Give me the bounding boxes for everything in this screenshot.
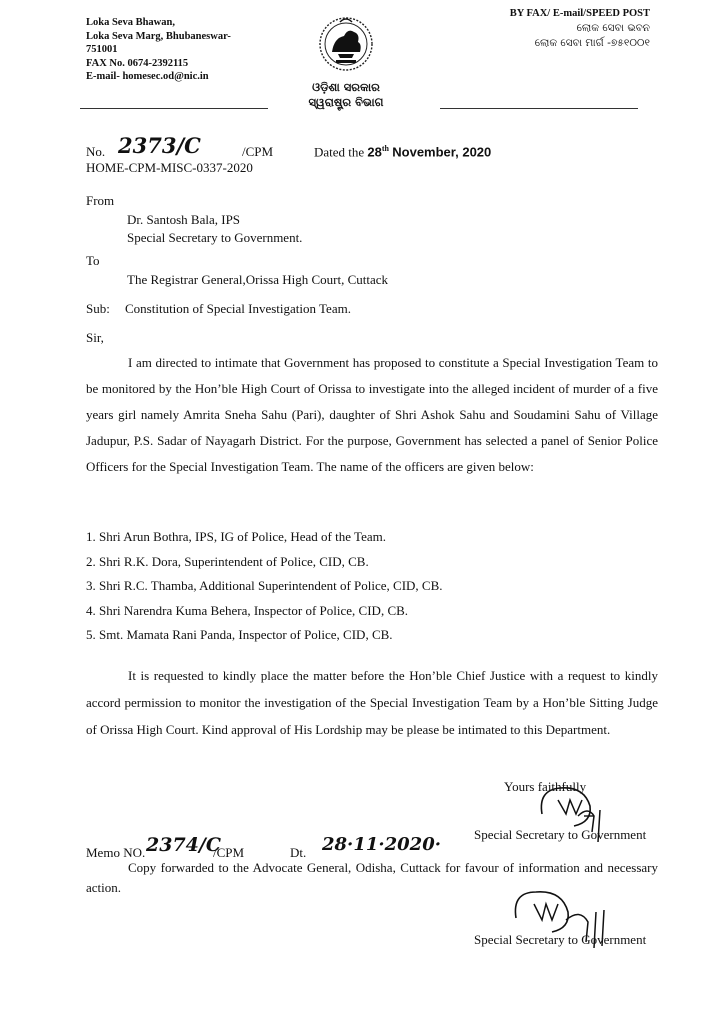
memo-signatory-title: Special Secretary to Government (474, 932, 647, 947)
transmission-mode: BY FAX/ E-mail/SPEED POST (509, 8, 650, 19)
dated-month-year: November, 2020 (392, 144, 492, 160)
subject-label: Sub: (86, 301, 110, 316)
body-paragraph-2: It is requested to kindly place the matter before the Hon’ble Chief Justice with a request to kindly accord permission to monitor the investigation of the Special Investigation Team by a Hon’ble Sitting Judge of Orissa High Court. Kind approval of His Lordship may be please be intimated to this Department. (86, 668, 658, 737)
divider-left (80, 108, 268, 109)
signatory-title: Special Secretary to Government (474, 827, 647, 842)
government-name: ଓଡ଼ିଶା ସରକାର (312, 80, 380, 94)
to-label: To (86, 253, 100, 268)
sender-name: Dr. Santosh Bala, IPS (127, 212, 241, 227)
dated-day: 28 (367, 144, 382, 160)
sender-title: Special Secretary to Government. (127, 230, 303, 245)
odisha-government-emblem-icon (318, 14, 374, 78)
email-address: E-mail- homesec.od@nic.in (86, 71, 209, 82)
memo-date-handwritten: 28·11·2020· (322, 834, 441, 855)
odia-address-line: ଲୋକ ସେବା ଭବନ (576, 22, 650, 34)
dated-prefix: Dated the (314, 144, 365, 160)
memo-date-label: Dt. (290, 845, 307, 860)
letter-number-line (86, 144, 105, 160)
officer-item: 2. Shri R.K. Dora, Superintendent of Police, CID, CB. (86, 553, 369, 569)
closing-text: Yours faithfully (504, 779, 587, 794)
recipient: The Registrar General,Orissa High Court, Cuttack (127, 272, 389, 287)
subject-text: Constitution of Special Investigation Team. (125, 301, 351, 316)
officers-list (86, 525, 443, 648)
odia-address-line: ଲୋକ ସେବା ମାର୍ଗ -୭୫୧୦୦୧ (534, 37, 650, 49)
memo-suffix: /CPM (213, 845, 245, 860)
address-line: Loka Seva Marg, Bhubaneswar- (86, 30, 231, 42)
department-name (300, 80, 392, 110)
salutation: Sir, (86, 330, 104, 345)
department-label: ସ୍ୱରାଷ୍ଟ୍ର ବିଭାଗ (308, 95, 384, 109)
letter-number-suffix: /CPM (242, 144, 274, 159)
officer-item: 1. Shri Arun Bothra, IPS, IG of Police, Head of the Team. (86, 529, 386, 544)
body-paragraph-1: I am directed to intimate that Government has proposed to constitute a Special Investigation Team to be monitored by the Hon’ble High Court of Orissa to investigate into the alleged incident of murder of a five years girl namely Amrita Sneha Sahu (Pari), daughter of Shri Ashok Sahu and Soudamini Sahu of Village Jadupur, P.S. Sadar of Nayagarh District. For the purpose, Government has selected a panel of Senior Police Officers for the Special Investigation Team. The name of the officers are given below: (86, 355, 658, 474)
officer-item: 5. Smt. Mamata Rani Panda, Inspector of Police, CID, CB. (86, 627, 393, 642)
address-line: 751001 (86, 44, 118, 55)
divider-right (440, 108, 638, 109)
file-reference: HOME-CPM-MISC-0337-2020 (86, 160, 253, 175)
dated-superscript: th (381, 144, 390, 153)
letter-date (314, 144, 491, 160)
copy-forwarded-text: Copy forwarded to the Advocate General, Odisha, Cuttack for favour of information and necessary action. (86, 860, 658, 895)
officer-item: 3. Shri R.C. Thamba, Additional Superintendent of Police, CID, CB. (86, 578, 443, 593)
address-line: Loka Seva Bhawan, (86, 17, 175, 28)
letterhead-address (86, 16, 231, 84)
letter-number-handwritten: 2373/C (118, 133, 201, 158)
fax-number: FAX No. 0674-2392115 (86, 57, 189, 69)
letter-number-label: No. (86, 144, 106, 159)
memo-number-handwritten: 2374/C (146, 834, 221, 856)
from-label: From (86, 193, 115, 208)
officer-item: 4. Shri Narendra Kuma Behera, Inspector of Police, CID, CB. (86, 602, 409, 618)
signature-2 (506, 878, 636, 963)
transmission-block (510, 6, 650, 51)
memo-label: Memo NO. (86, 845, 146, 860)
